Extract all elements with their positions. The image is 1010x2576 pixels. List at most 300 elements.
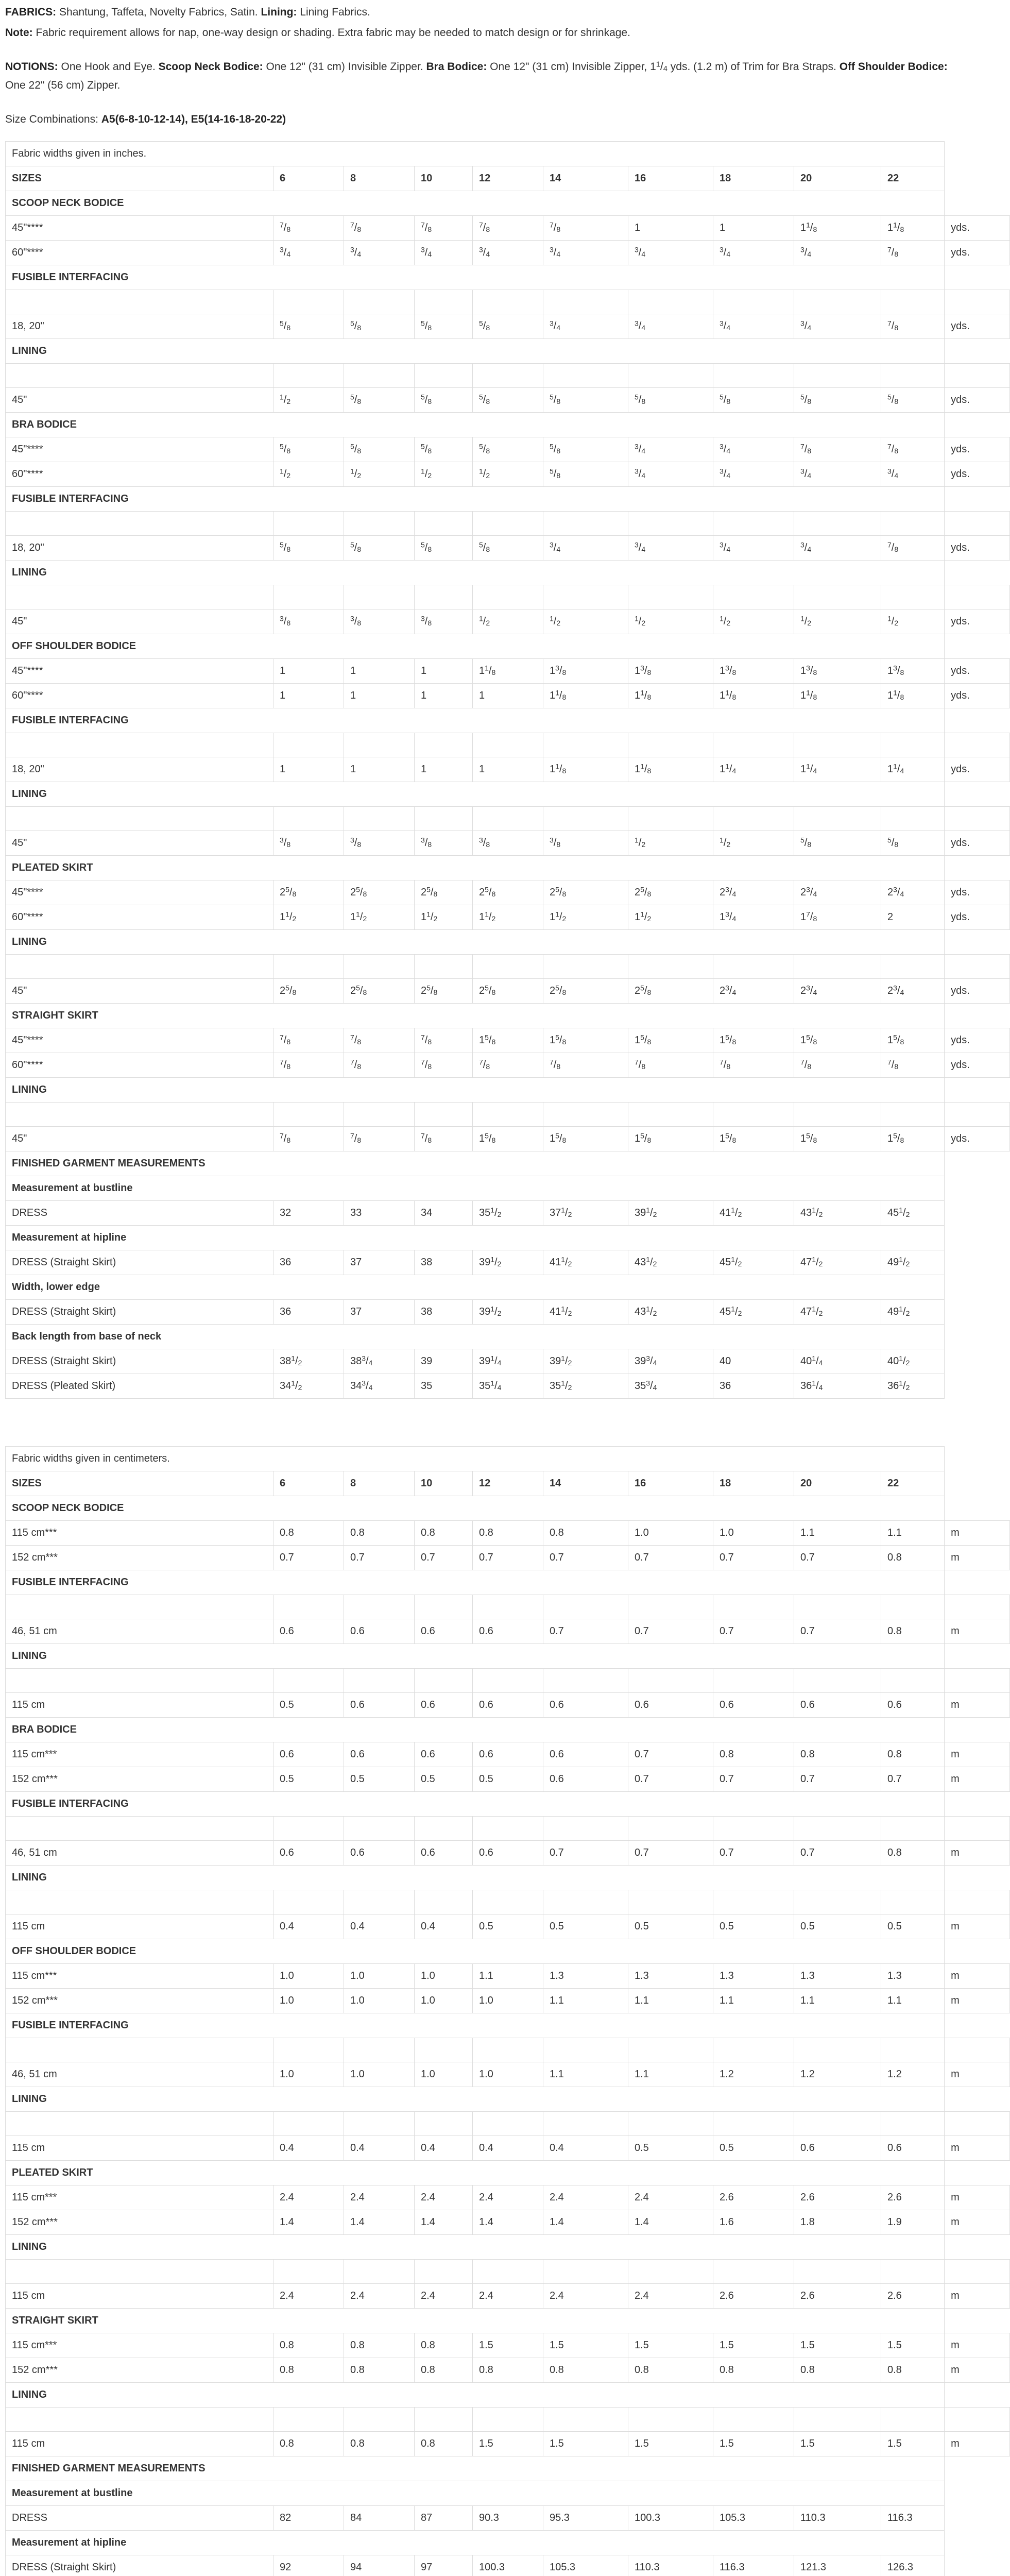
- value-cell: 116.3: [713, 2555, 794, 2576]
- value-cell: $^3/_4$: [628, 536, 713, 561]
- size-combinations-label: Size Combinations:: [5, 113, 101, 125]
- table-row: [6, 1964, 1010, 1989]
- value-cell: $1^1/_8$: [628, 757, 713, 782]
- empty-cell: [6, 2260, 273, 2284]
- value-cell: $^3/_8$: [344, 609, 415, 634]
- empty-cell: [6, 290, 273, 314]
- section-title: LINING: [6, 782, 945, 807]
- value-cell: 0.4: [273, 2136, 344, 2161]
- value-cell: 1.5: [543, 2432, 628, 2456]
- value-cell: 1.1: [881, 1521, 945, 1546]
- value-cell: $^1/_2$: [713, 831, 794, 856]
- value-cell: $^3/_8$: [273, 609, 344, 634]
- value-cell: $35^3/_4$: [628, 1374, 713, 1399]
- table-row: [6, 1127, 1010, 1151]
- value-cell: $^5/_8$: [415, 388, 473, 413]
- empty-cell: [344, 1817, 415, 1841]
- spacer-row: [6, 1669, 1010, 1693]
- value-cell: 0.6: [415, 1742, 473, 1767]
- empty-cell: [543, 290, 628, 314]
- empty-cell: [881, 1669, 945, 1693]
- section-title: FUSIBLE INTERFACING: [6, 2013, 945, 2038]
- value-cell: 0.5: [794, 1914, 881, 1939]
- value-cell: 2.6: [881, 2185, 945, 2210]
- table-row: [6, 684, 1010, 708]
- section-header-row: [6, 782, 1010, 807]
- empty-cell: [794, 1103, 881, 1127]
- row-label: DRESS (Pleated Skirt): [6, 1374, 273, 1399]
- value-cell: 0.5: [473, 1767, 543, 1792]
- unit-cell: m: [945, 1742, 1010, 1767]
- empty-cell: [344, 585, 415, 609]
- empty-cell: [628, 955, 713, 979]
- value-cell: 0.8: [473, 2358, 543, 2383]
- table-row: [6, 1201, 1010, 1226]
- empty-cell: [945, 364, 1010, 388]
- value-cell: $^7/_8$: [415, 1053, 473, 1078]
- value-cell: $^5/_8$: [344, 437, 415, 462]
- empty-cell: [881, 585, 945, 609]
- value-cell: 1.0: [344, 2062, 415, 2087]
- empty-cell: [881, 364, 945, 388]
- value-cell: $^5/_8$: [794, 388, 881, 413]
- value-cell: 0.5: [273, 1767, 344, 1792]
- value-cell: $^1/_2$: [713, 609, 794, 634]
- table-row: [6, 880, 1010, 905]
- value-cell: 0.5: [713, 2136, 794, 2161]
- empty-cell: [628, 1103, 713, 1127]
- value-cell: 39: [415, 1349, 473, 1374]
- empty-cell: [344, 1890, 415, 1914]
- value-cell: $^1/_2$: [273, 462, 344, 487]
- section-header-row: [6, 1939, 1010, 1964]
- spacer-row: [6, 1103, 1010, 1127]
- empty-cell: [543, 1595, 628, 1619]
- section-header-row: [6, 2013, 1010, 2038]
- table-row: [6, 216, 1010, 241]
- value-cell: 0.4: [543, 2136, 628, 2161]
- empty-cell: [273, 2112, 344, 2136]
- table-row: [6, 241, 1010, 265]
- empty-cell: [273, 1669, 344, 1693]
- value-cell: $49^1/_2$: [881, 1250, 945, 1275]
- value-cell: $37^1/_2$: [543, 1201, 628, 1226]
- value-cell: $^7/_8$: [543, 216, 628, 241]
- value-cell: 0.8: [344, 1521, 415, 1546]
- empty-cell: [344, 364, 415, 388]
- value-cell: $1^5/_8$: [794, 1028, 881, 1053]
- empty-cell: [415, 2260, 473, 2284]
- value-cell: 1.1: [473, 1964, 543, 1989]
- value-cell: $^3/_4$: [628, 314, 713, 339]
- empty-cell: [794, 1890, 881, 1914]
- empty-cell: [713, 955, 794, 979]
- spacer-row: [6, 512, 1010, 536]
- empty-cell: [881, 955, 945, 979]
- value-cell: $1^5/_8$: [628, 1028, 713, 1053]
- section-header-row: [6, 191, 1010, 216]
- bra-text-a: One 12" (31 cm) Invisible Zipper, 1: [487, 61, 656, 73]
- value-cell: 0.7: [794, 1767, 881, 1792]
- size-header: 12: [473, 1471, 543, 1496]
- empty-cell: [794, 364, 881, 388]
- value-cell: $^3/_4$: [628, 241, 713, 265]
- empty-cell: [713, 733, 794, 757]
- empty-cell: [881, 807, 945, 831]
- value-cell: 36: [273, 1250, 344, 1275]
- row-label: 60"****: [6, 905, 273, 930]
- unit-cell: yds.: [945, 241, 1010, 265]
- value-cell: $^5/_8$: [273, 437, 344, 462]
- value-cell: $^7/_8$: [881, 314, 945, 339]
- empty-cell: [881, 2260, 945, 2284]
- unit-cell: m: [945, 2136, 1010, 2161]
- empty-cell: [273, 2038, 344, 2062]
- value-cell: $^5/_8$: [344, 388, 415, 413]
- unit-cell: yds.: [945, 388, 1010, 413]
- empty-cell: [881, 1890, 945, 1914]
- value-cell: 40: [713, 1349, 794, 1374]
- value-cell: 0.8: [415, 1521, 473, 1546]
- empty-cell: [6, 1890, 273, 1914]
- empty-cell: [344, 290, 415, 314]
- section-title: PLEATED SKIRT: [6, 2161, 945, 2185]
- value-cell: $^5/_8$: [713, 388, 794, 413]
- empty-cell: [713, 364, 794, 388]
- value-cell: 2.4: [273, 2185, 344, 2210]
- unit-cell: m: [945, 1841, 1010, 1866]
- value-cell: $1^5/_8$: [543, 1028, 628, 1053]
- table-row: [6, 1841, 1010, 1866]
- empty-cell: [628, 2260, 713, 2284]
- unit-cell: m: [945, 1693, 1010, 1718]
- value-cell: 1.0: [415, 1964, 473, 1989]
- note-text: Fabric requirement allows for nap, one-way design or shading. Extra fabric may be needed to match design or for shrinkage.: [32, 27, 630, 39]
- value-cell: 0.7: [628, 1742, 713, 1767]
- table-row: [6, 388, 1010, 413]
- empty-cell: [628, 807, 713, 831]
- note-label: Note:: [5, 27, 33, 39]
- value-cell: $^7/_8$: [543, 1053, 628, 1078]
- empty-cell: [945, 1669, 1010, 1693]
- section-title: LINING: [6, 2383, 945, 2408]
- value-cell: $^5/_8$: [473, 388, 543, 413]
- value-cell: $35^1/_2$: [543, 1374, 628, 1399]
- value-cell: 2.4: [543, 2284, 628, 2309]
- empty-cell: [945, 2408, 1010, 2432]
- value-cell: $49^1/_2$: [881, 1300, 945, 1325]
- table-row: [6, 2555, 1010, 2576]
- value-cell: $^3/_4$: [794, 314, 881, 339]
- section-header-row: [6, 2481, 1010, 2506]
- value-cell: 0.7: [713, 1546, 794, 1570]
- row-label: 45": [6, 1127, 273, 1151]
- row-label: 115 cm: [6, 1914, 273, 1939]
- value-cell: $^7/_8$: [881, 1053, 945, 1078]
- empty-cell: [628, 2038, 713, 2062]
- value-cell: 2.4: [628, 2185, 713, 2210]
- size-header: 20: [794, 166, 881, 191]
- size-header: 6: [273, 1471, 344, 1496]
- row-label: 18, 20": [6, 536, 273, 561]
- empty-cell: [273, 733, 344, 757]
- value-cell: $^3/_4$: [713, 462, 794, 487]
- value-cell: 87: [415, 2506, 473, 2531]
- section-header-row: [6, 1226, 1010, 1250]
- value-cell: $^3/_8$: [415, 609, 473, 634]
- value-cell: 1.5: [543, 2333, 628, 2358]
- value-cell: $43^1/_2$: [628, 1300, 713, 1325]
- empty-cell: [415, 1103, 473, 1127]
- empty-cell: [945, 1595, 1010, 1619]
- section-title: FUSIBLE INTERFACING: [6, 1570, 945, 1595]
- value-cell: $1^1/_8$: [713, 684, 794, 708]
- value-cell: $^7/_8$: [273, 1127, 344, 1151]
- value-cell: $47^1/_2$: [794, 1250, 881, 1275]
- value-cell: 0.6: [415, 1619, 473, 1644]
- value-cell: 1.5: [473, 2432, 543, 2456]
- value-cell: 1: [713, 216, 794, 241]
- empty-cell: [628, 585, 713, 609]
- empty-cell: [273, 2260, 344, 2284]
- empty-cell: [713, 1817, 794, 1841]
- value-cell: 0.7: [628, 1546, 713, 1570]
- value-cell: 1.1: [543, 1989, 628, 2013]
- intro-block: [5, 3, 958, 129]
- section-title: BRA BODICE: [6, 1718, 945, 1742]
- centimeters-table: [5, 1446, 1010, 2576]
- empty-cell: [473, 1669, 543, 1693]
- value-cell: 0.8: [415, 2333, 473, 2358]
- value-cell: $^5/_8$: [881, 388, 945, 413]
- value-cell: $38^3/_4$: [344, 1349, 415, 1374]
- row-label: 152 cm***: [6, 1989, 273, 2013]
- size-header: 12: [473, 166, 543, 191]
- row-label: 115 cm***: [6, 1964, 273, 1989]
- value-cell: $^3/_4$: [344, 241, 415, 265]
- value-cell: 0.7: [415, 1546, 473, 1570]
- value-cell: 1.1: [794, 1521, 881, 1546]
- empty-cell: [344, 1595, 415, 1619]
- value-cell: 0.6: [473, 1619, 543, 1644]
- value-cell: $^5/_8$: [273, 314, 344, 339]
- value-cell: $2^3/_4$: [794, 979, 881, 1004]
- value-cell: $1^1/_8$: [881, 216, 945, 241]
- empty-cell: [881, 2408, 945, 2432]
- value-cell: 0.6: [473, 1693, 543, 1718]
- section-header-row: [6, 856, 1010, 880]
- unit-cell: yds.: [945, 216, 1010, 241]
- value-cell: 1: [628, 216, 713, 241]
- row-label: 45"****: [6, 880, 273, 905]
- value-cell: $39^1/_2$: [628, 1201, 713, 1226]
- value-cell: 0.7: [713, 1767, 794, 1792]
- size-header: 6: [273, 166, 344, 191]
- spacer-row: [6, 733, 1010, 757]
- value-cell: 2.4: [344, 2185, 415, 2210]
- empty-cell: [881, 1595, 945, 1619]
- value-cell: $^5/_8$: [415, 437, 473, 462]
- value-cell: 0.8: [273, 2358, 344, 2383]
- unit-cell: [945, 1349, 1010, 1374]
- empty-cell: [628, 290, 713, 314]
- value-cell: 0.8: [794, 1742, 881, 1767]
- value-cell: $2^5/_8$: [273, 979, 344, 1004]
- value-cell: 1: [415, 659, 473, 684]
- section-title: LINING: [6, 2087, 945, 2112]
- value-cell: $38^1/_2$: [273, 1349, 344, 1374]
- value-cell: $^1/_2$: [628, 831, 713, 856]
- empty-cell: [794, 1595, 881, 1619]
- scoop-text: One 12" (31 cm) Invisible Zipper.: [263, 61, 426, 73]
- value-cell: $^1/_2$: [628, 609, 713, 634]
- caption-row: [6, 142, 1010, 166]
- value-cell: $41^1/_2$: [543, 1250, 628, 1275]
- value-cell: 1.8: [794, 2210, 881, 2235]
- value-cell: 0.8: [344, 2358, 415, 2383]
- value-cell: 2.4: [415, 2185, 473, 2210]
- empty-cell: [344, 1669, 415, 1693]
- table-row: [6, 1914, 1010, 1939]
- value-cell: 1.1: [628, 1989, 713, 2013]
- empty-cell: [415, 955, 473, 979]
- table-row: [6, 2358, 1010, 2383]
- value-cell: $45^1/_2$: [713, 1250, 794, 1275]
- empty-cell: [881, 1817, 945, 1841]
- size-header: 16: [628, 166, 713, 191]
- empty-cell: [344, 2038, 415, 2062]
- empty-cell: [713, 1669, 794, 1693]
- empty-cell: [713, 2260, 794, 2284]
- value-cell: 105.3: [543, 2555, 628, 2576]
- value-cell: $^3/_4$: [273, 241, 344, 265]
- value-cell: $2^5/_8$: [628, 979, 713, 1004]
- value-cell: $^3/_4$: [713, 536, 794, 561]
- empty-cell: [628, 512, 713, 536]
- table-caption: Fabric widths given in inches.: [6, 142, 945, 166]
- value-cell: $1^1/_4$: [881, 757, 945, 782]
- value-cell: $1^5/_8$: [543, 1127, 628, 1151]
- value-cell: 0.5: [273, 1693, 344, 1718]
- value-cell: $2^5/_8$: [473, 979, 543, 1004]
- section-header-row: [6, 1570, 1010, 1595]
- caption-row: [6, 1447, 1010, 1471]
- empty-cell: [628, 1595, 713, 1619]
- value-cell: 0.6: [794, 2136, 881, 2161]
- section-header-row: [6, 2161, 1010, 2185]
- value-cell: 2: [881, 905, 945, 930]
- empty-cell: [415, 364, 473, 388]
- value-cell: $^3/_4$: [415, 241, 473, 265]
- empty-cell: [543, 512, 628, 536]
- section-title: STRAIGHT SKIRT: [6, 1004, 945, 1028]
- empty-cell: [6, 1817, 273, 1841]
- value-cell: 0.6: [415, 1693, 473, 1718]
- value-cell: $2^5/_8$: [344, 979, 415, 1004]
- value-cell: 0.8: [273, 2432, 344, 2456]
- empty-cell: [473, 2038, 543, 2062]
- empty-cell: [273, 1103, 344, 1127]
- value-cell: 1.1: [628, 2062, 713, 2087]
- value-cell: 1.0: [344, 1964, 415, 1989]
- value-cell: 1.1: [543, 2062, 628, 2087]
- empty-cell: [543, 733, 628, 757]
- bra-trim-fraction: $^1/_4$: [656, 60, 667, 74]
- table-caption: Fabric widths given in centimeters.: [6, 1447, 945, 1471]
- value-cell: $43^1/_2$: [794, 1201, 881, 1226]
- empty-cell: [473, 955, 543, 979]
- row-label: 115 cm***: [6, 1742, 273, 1767]
- section-header-row: [6, 339, 1010, 364]
- unit-cell: yds.: [945, 659, 1010, 684]
- empty-cell: [344, 2408, 415, 2432]
- value-cell: 1.6: [713, 2210, 794, 2235]
- value-cell: 1: [415, 757, 473, 782]
- value-cell: $2^3/_4$: [794, 880, 881, 905]
- value-cell: 1.2: [794, 2062, 881, 2087]
- value-cell: 0.6: [881, 1693, 945, 1718]
- section-title: FUSIBLE INTERFACING: [6, 1792, 945, 1817]
- value-cell: 1.5: [794, 2432, 881, 2456]
- table-row: [6, 536, 1010, 561]
- lining-text: Lining Fabrics.: [297, 6, 370, 18]
- value-cell: 1.1: [713, 1989, 794, 2013]
- value-cell: 0.4: [473, 2136, 543, 2161]
- unit-cell: yds.: [945, 437, 1010, 462]
- section-header-row: [6, 1866, 1010, 1890]
- section-header-row: [6, 708, 1010, 733]
- section-header-row: [6, 1718, 1010, 1742]
- value-cell: $1^1/_8$: [881, 684, 945, 708]
- unit-cell: yds.: [945, 462, 1010, 487]
- value-cell: $1^5/_8$: [794, 1127, 881, 1151]
- unit-cell: yds.: [945, 1053, 1010, 1078]
- value-cell: $1^1/_4$: [794, 757, 881, 782]
- value-cell: 1.0: [415, 1989, 473, 2013]
- value-cell: $1^3/_8$: [713, 659, 794, 684]
- spacer-row: [6, 1817, 1010, 1841]
- value-cell: 1.5: [628, 2333, 713, 2358]
- value-cell: $^1/_2$: [473, 609, 543, 634]
- value-cell: 0.6: [344, 1693, 415, 1718]
- unit-cell: m: [945, 1521, 1010, 1546]
- value-cell: $^7/_8$: [473, 216, 543, 241]
- value-cell: $^3/_8$: [344, 831, 415, 856]
- value-cell: $41^1/_2$: [713, 1201, 794, 1226]
- value-cell: $^7/_8$: [344, 1053, 415, 1078]
- row-label: 115 cm***: [6, 1521, 273, 1546]
- value-cell: 0.7: [344, 1546, 415, 1570]
- empty-cell: [713, 1103, 794, 1127]
- unit-cell: yds.: [945, 979, 1010, 1004]
- value-cell: $1^5/_8$: [473, 1127, 543, 1151]
- spacer-row: [6, 1890, 1010, 1914]
- value-cell: 35: [415, 1374, 473, 1399]
- value-cell: 0.6: [543, 1693, 628, 1718]
- unit-cell: [945, 1300, 1010, 1325]
- row-label: 152 cm***: [6, 2210, 273, 2235]
- empty-cell: [945, 2112, 1010, 2136]
- value-cell: 1.0: [628, 1521, 713, 1546]
- value-cell: 38: [415, 1250, 473, 1275]
- scoop-label: Scoop Neck Bodice:: [158, 61, 263, 73]
- empty-cell: [713, 2112, 794, 2136]
- empty-cell: [543, 955, 628, 979]
- value-cell: $1^3/_8$: [628, 659, 713, 684]
- value-cell: 1.1: [881, 1989, 945, 2013]
- value-cell: 100.3: [473, 2555, 543, 2576]
- value-cell: $1^5/_8$: [473, 1028, 543, 1053]
